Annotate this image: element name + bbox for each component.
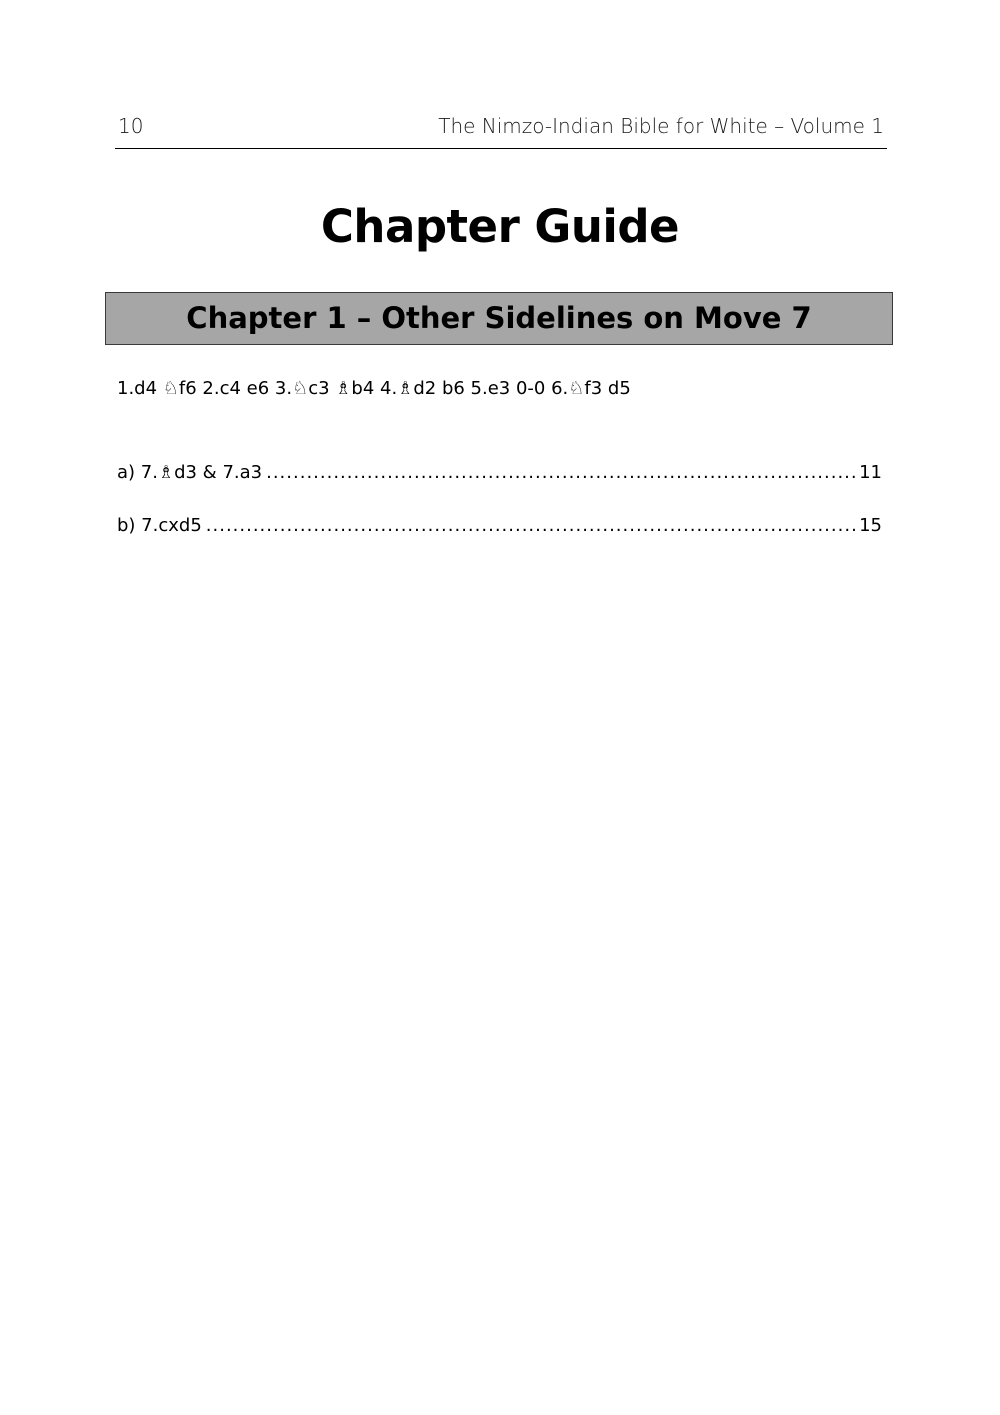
toc-entry-page: 11 — [859, 462, 882, 483]
page-number: 10 — [118, 114, 144, 138]
toc-entry-label: b) 7.cxd5 — [117, 515, 202, 536]
toc-dot-leader — [266, 462, 855, 483]
running-header — [115, 112, 887, 149]
page-title: Chapter Guide — [320, 200, 680, 253]
book-title: The Nimzo-Indian Bible for White – Volume 1 — [438, 114, 884, 138]
chapter-banner: Chapter 1 – Other Sidelines on Move 7 — [105, 292, 893, 345]
toc-entry-label: a) 7.♗d3 & 7.a3 — [117, 462, 263, 483]
toc-entry-b[interactable] — [117, 515, 882, 536]
toc-entry-a[interactable] — [117, 462, 882, 483]
toc-entry-page: 15 — [859, 515, 882, 536]
toc-dot-leader — [206, 515, 855, 536]
move-sequence: 1.d4 ♘f6 2.c4 e6 3.♘c3 ♗b4 4.♗d2 b6 5.e3 0-0 6.♘f3 d5 — [117, 378, 631, 399]
